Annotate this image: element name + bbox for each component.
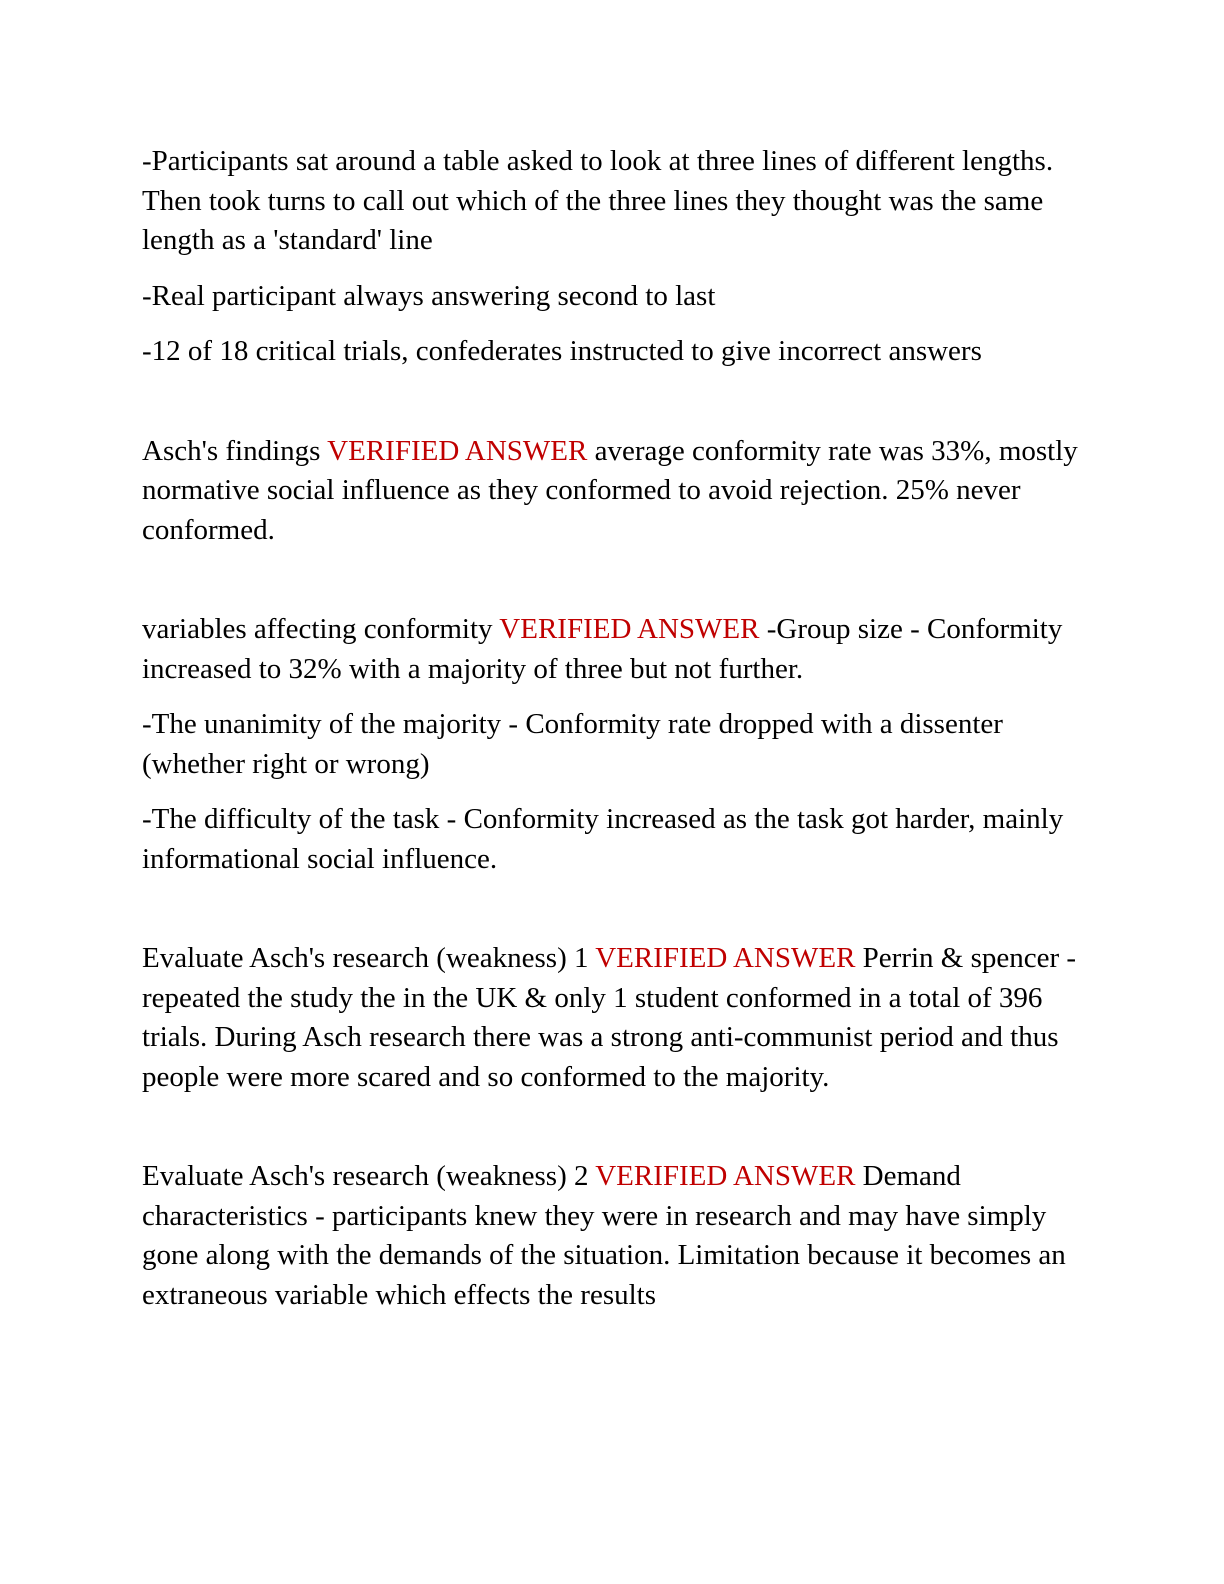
verified-answer-label: VERIFIED ANSWER: [595, 942, 856, 974]
verified-answer-label: VERIFIED ANSWER: [595, 1160, 856, 1192]
question-text: Evaluate Asch's research (weakness) 1: [142, 942, 596, 974]
paragraph: [142, 277, 1082, 317]
paragraph: [142, 1157, 1082, 1315]
paragraph: [142, 142, 1082, 261]
paragraph: [142, 939, 1082, 1097]
evaluation-weakness-2-block: [142, 1157, 1082, 1315]
paragraph: [142, 800, 1082, 879]
method-block: [142, 142, 1082, 372]
paragraph: [142, 332, 1082, 372]
verified-answer-label: VERIFIED ANSWER: [499, 613, 760, 645]
answer-text: -Group size - Conformity increased to 32% with a majority of three but not further.: [142, 613, 1063, 685]
answer-text: Perrin & spencer - repeated the study the in the UK & only 1 student conformed in a total of 396 trials. During Asch research there was a strong anti-communist period and thus people were more scared and so conformed to the majority.: [142, 942, 1077, 1093]
paragraph-text: -Participants sat around a table asked to look at three lines of different lengths. Then took turns to call out which of the three lines they thought was the same length as a 'standard' line: [142, 145, 1054, 256]
paragraph: [142, 705, 1082, 784]
evaluation-weakness-1-block: [142, 939, 1082, 1097]
paragraph-text: -The unanimity of the majority - Conformity rate dropped with a dissenter (whether right or wrong): [142, 708, 1003, 780]
verified-answer-label: VERIFIED ANSWER: [327, 434, 588, 467]
findings-block: [142, 432, 1082, 551]
paragraph-text: -The difficulty of the task - Conformity increased as the task got harder, mainly informational social influence.: [142, 803, 1064, 875]
answer-text: average conformity rate was 33%, mostly normative social influence as they conformed to avoid rejection. 25% never conformed.: [142, 434, 1078, 546]
answer-text: Demand characteristics - participants knew they were in research and may have simply gone along with the demands of the situation. Limitation because it becomes an extraneous variable which effects the results: [142, 1160, 1066, 1311]
variables-block: [142, 610, 1082, 879]
document-content: [142, 142, 1082, 1375]
paragraph-text: -12 of 18 critical trials, confederates instructed to give incorrect answers: [142, 335, 982, 367]
paragraph: [142, 432, 1082, 551]
question-text: Asch's findings: [142, 434, 328, 467]
paragraph-text: -Real participant always answering second to last: [142, 279, 716, 312]
question-text: variables affecting conformity: [142, 613, 500, 645]
question-text: Evaluate Asch's research (weakness) 2: [142, 1160, 596, 1192]
paragraph: [142, 610, 1082, 689]
